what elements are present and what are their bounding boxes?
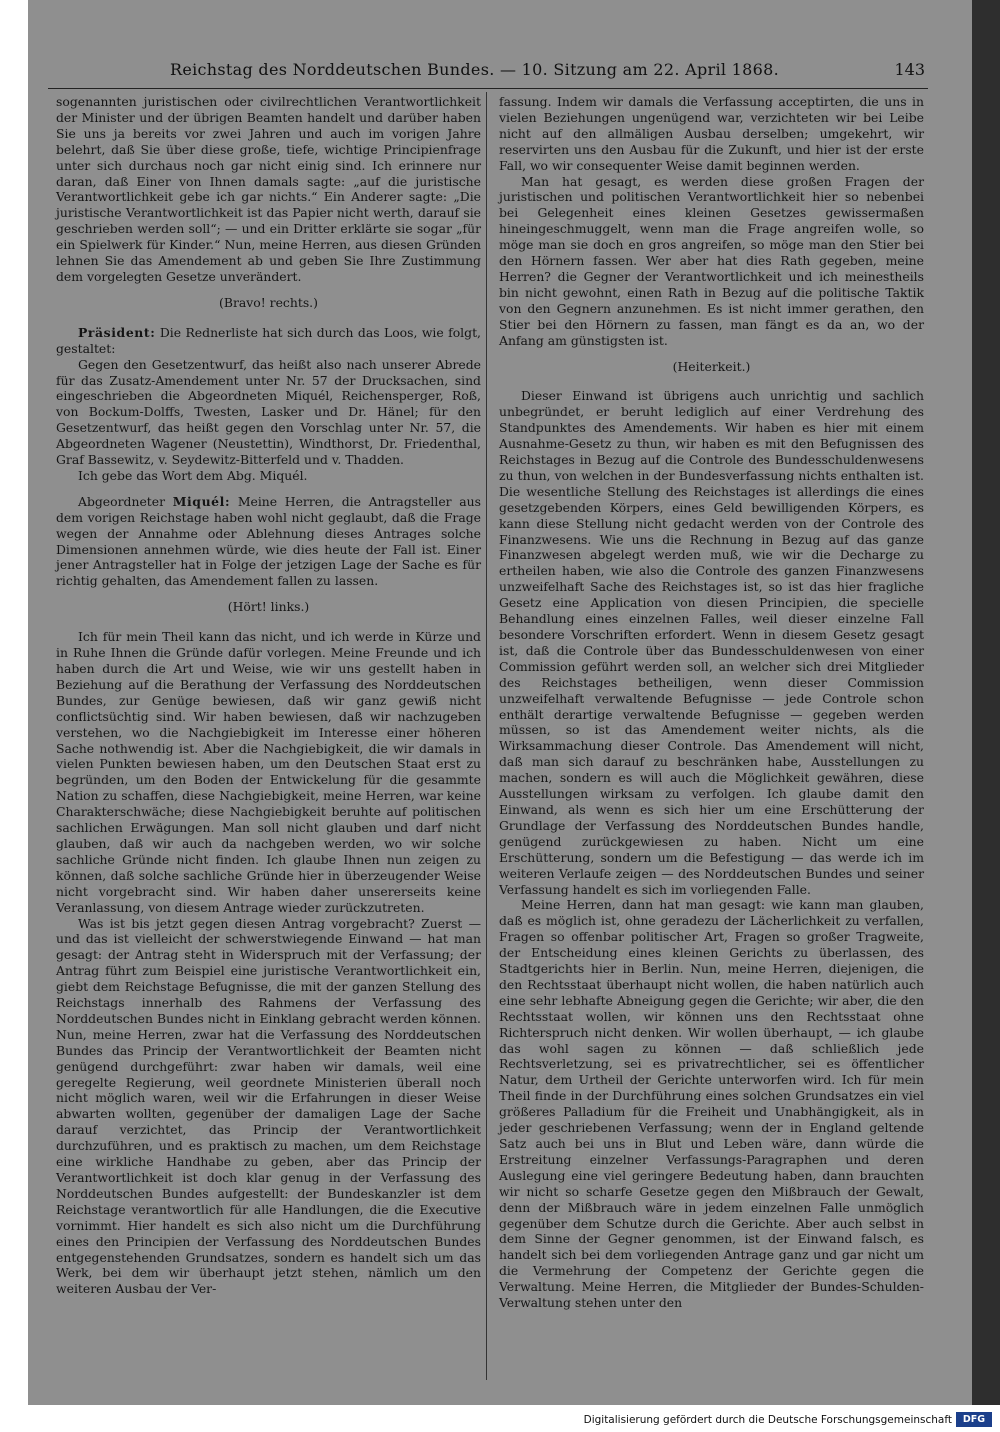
header-rule	[48, 88, 928, 89]
running-header	[150, 60, 925, 82]
right-column	[499, 94, 924, 1311]
paragraph-text: fassung. Indem wir damals die Verfassung acceptirten, die uns in vielen Beziehungen ungenügend war, verzichteten wir bei Leibe nicht auf den allmäligen Ausbau derselben; umgekehrt, wir reservirten uns den Ausbau für die Zukunft, und hier ist der erste Fall, wo wir consequenter Weise damit beginnen werden.	[499, 94, 924, 173]
funding-credit: Digitalisierung gefördert durch die Deutsche Forschungsgemeinschaft	[583, 1414, 952, 1426]
paragraph-text: Meine Herren, die Antragsteller aus dem vorigen Reichstage haben wohl nicht geglaubt, daß die Frage wegen der Annahme oder Ablehnung dieses Antrages solche Dimensionen annehmen würde, wie dies heute der Fall ist. Einer jener Antragsteller hat in Folge der jetzigen Lage der Sache es für richtig gehalten, das Amendement fallen zu lassen.	[56, 493, 481, 589]
paragraph-text: Ich gebe das Wort dem Abg. Miquél.	[78, 467, 308, 483]
paragraph-text: Dieser Einwand ist übrigens auch unrichtig und sachlich unbegründet, er beruht lediglich auf einer Verdrehung des Standpunktes des Amendements. Wir haben es hier mit einem Ausnahme-Gesetz zu thun, wir haben es mit den Befugnissen des Reichstages in Bezug auf die Controle des Bundesschuldenwesens zu thun, von welchen in der Bundesverfassung nichts enthalten ist. Die wesentliche Stellung des Reichstages ist allerdings die eines gesetzgebenden Körpers, eines Geld bewilligenden Körpers, es kann diese Stellung nicht gedacht werden von der Controle des Finanzwesens. Wie uns die Rechnung in Bezug auf das ganze Finanzwesen abgelegt werden muß, wie wir die Decharge zu ertheilen haben, wie also die Controle des ganzen Finanzwesens unzweifelhaft Sache des Reichstages ist, so ist das hier fragliche Gesetz eine Application von diesen Principien, die specielle Behandlung eines einzelnen Falles, weil dieser einzelne Fall besondere Vorschriften erfordert. Wenn in diesem Gesetz gesagt ist, daß die Controle über das Bundesschuldenwesen von einer Commission geführt werden soll, an welcher sich drei Mitglieder des Reichstages betheiligen, wenn dieser Commission unzweifelhaft verwaltende Befugnisse — jede Controle schon enthält derartige verwaltende Befugnisse — gegeben werden müssen, so ist das Amendement weiter nichts, als die Wirksammachung dieser Controle. Das Amendement will nicht, daß man sich darauf zu beschränken habe, Ausstellungen zu machen, sondern es will auch die Möglichkeit gewähren, diese Ausstellungen wirksam zu verfolgen. Ich glaube damit den Einwand, als wenn es sich hier um eine Erschütterung der Grundlage der Verfassung des Norddeutschen Bundes handle, genügend zurückgewiesen zu haben. Nicht um eine Erschütterung, sondern um die Befestigung — das werde ich im weiteren Verlaufe zeigen — des Norddeutschen Bundes und seiner Verfassung handelt es sich im vorliegenden Falle.	[499, 388, 924, 897]
left-column	[56, 94, 481, 1297]
paragraph	[56, 468, 481, 484]
interjection	[499, 359, 924, 375]
paragraph-text: Ich für mein Theil kann das nicht, und ich werde in Kürze und in Ruhe Ihnen die Gründe dafür vorlegen. Meine Freunde und ich haben durch die Art und Weise, wie wir uns gestellt haben in Beziehung auf die Berathung der Verfassung des Norddeutschen Bundes, zur Genüge bewiesen, daß wir ganz gewiß nicht conflictsüchtig sind. Wir haben bewiesen, daß wir nachzugeben verstehen, wo die Nachgiebigkeit im Interesse einer höheren Sache nothwendig ist. Aber die Nachgiebigkeit, die wir damals in vielen Punkten bewiesen haben, um den Deutschen Staat erst zu begründen, um den Boden der Entwickelung für die gesammte Nation zu schaffen, diese Nachgiebigkeit, meine Herren, war keine Charakterschwäche; diese Nachgiebigkeit beruhte auf politischen sachlichen Erwägungen. Man soll nicht glauben und darf nicht glauben, daß wir auch da nachgeben werden, wo wir solche sachliche Gründe nicht finden. Ich glaube Ihnen nun zeigen zu können, daß solche sachliche Gründe hier in überzeugender Weise nicht vorgebracht sind. Wir haben daher unsererseits keine Veranlassung, von diesem Antrage wieder zurückzutreten.	[56, 629, 481, 915]
paragraph-text: Man hat gesagt, es werden diese großen Fragen der juristischen und politischen Verantwortlichkeit hier so nebenbei bei Gelegenheit eines kleinen Gesetzes gewissermaßen hineingeschmuggelt, wenn man die Frage angreifen wolle, so möge man sie doch en gros angreifen, so möge man den Stier bei den Hörnern fassen. Wer aber hat dies Rath gegeben, meine Herren? die Gegner der Verantwortlichkeit und ich meinestheils bin nicht gewohnt, einen Rath in Bezug auf die politische Taktik von den Gegnern anzunehmen. Es ist nicht immer gerathen, den Stier bei den Hörnern zu fassen, man fängt es da an, wo der Anfang am günstigsten ist.	[499, 173, 924, 348]
interjection-text: (Bravo! rechts.)	[219, 294, 318, 310]
paragraph-text: Gegen den Gesetzentwurf, das heißt also nach unserer Abrede für das Zusatz-Amendement unter Nr. 57 der Drucksachen, sind eingeschrieben die Abgeordneten Miquél, Reichensperger, Roß, von Bockum-Dolffs, Twesten, Lasker und Dr. Hänel; für den Gesetzentwurf, das heißt gegen den Vorschlag unter Nr. 57, die Abgeordneten Wagener (Neustettin), Windthorst, Dr. Friedenthal, Graf Bassewitz, v. Seydewitz-Bitterfeld und v. Thadden.	[56, 356, 481, 468]
interjection-text: (Hört! links.)	[227, 599, 310, 615]
paragraph	[56, 325, 481, 357]
paragraph	[499, 94, 924, 174]
scan-edge-bar	[972, 0, 1000, 1405]
paragraph-text: Meine Herren, dann hat man gesagt: wie kann man glauben, daß es möglich ist, ohne geradezu der Lächerlichkeit zu verfallen, Fragen so offenbar politischer Art, Fragen so großer Tragweite, der Entscheidung eines kleinen Gerichts zu überlassen, des Stadtgerichts hier in Berlin. Nun, meine Herren, diejenigen, die den Rechtsstaat überhaupt nicht wollen, die haben natürlich auch eine sehr lebhafte Abneigung gegen die Gerichte; wir aber, die den Rechtsstaat wollen, wir können uns den Rechtsstaat ohne Richterspruch nicht denken. Wir wollen überhaupt, — ich glaube das wohl sagen zu können — daß schließlich jede Rechtsverletzung, sei es privatrechtlicher, sei es öffentlicher Natur, dem Urtheil der Gerichte unterworfen wird. Ich für mein Theil finde in der Durchführung eines solchen Grundsatzes ein viel größeres Palladium für die Freiheit und Unabhängigkeit, als in jeder geschriebenen Verfassung; wenn der in England geltende Satz auch bei uns in Blut und Leben wäre, dann würde die Erstreitung einzelner Verfassungs-Paragraphen und deren Auslegung eine viel geringere Bedeutung haben, dann brauchten wir nicht so scharfe Gesetze gegen den Mißbrauch der Gewalt, denn der Mißbrauch wäre in jedem einzelnen Falle unmöglich gegenüber dem Schutze durch die Gerichte. Aber auch selbst in dem Sinne der Gegner genommen, ist der Einwand falsch, es handelt sich bei dem vorliegenden Antrage ganz und gar nicht um die Vermehrung der Competenz der Gerichte gegen die Verwaltung. Meine Herren, die Mitglieder der Bundes-Schulden-Verwaltung stehen unter den	[499, 897, 924, 1311]
speaker-name: Präsident:	[78, 324, 156, 340]
paragraph-text: Die Rednerliste hat sich durch das Loos, wie folgt, gestaltet:	[56, 324, 481, 356]
paragraph-gap	[56, 484, 481, 494]
paragraph	[499, 174, 924, 349]
paragraph	[56, 357, 481, 468]
column-divider	[486, 92, 487, 1380]
speaker-name: Miquél:	[172, 493, 231, 509]
footer	[0, 1410, 1000, 1430]
speaker-prefix: Abgeordneter	[78, 493, 173, 509]
dfg-logo: DFG	[956, 1412, 992, 1427]
page-number: 143	[894, 60, 925, 79]
interjection	[56, 295, 481, 311]
paragraph-text: sogenannten juristischen oder civilrechtlichen Verantwortlichkeit der Minister und der übrigen Beamten handelt und darüber haben Sie uns ja bereits vor zwei Jahren und auch im vorigen Jahre belehrt, daß Sie über diese große, tiefe, wichtige Principienfrage unter sich durchaus noch gar nicht einig sind. Ich erinnere nur daran, daß Einer von Ihnen damals sagte: „auf die juristische Verantwortlichkeit gebe ich gar nichts.“ Ein Anderer sagte: „Die juristische Verantwortlichkeit ist das Papier nicht werth, darauf sie geschrieben werden soll“; — und ein Dritter erklärte sie sogar „für ein Spielwerk für Kinder.“ Nun, meine Herren, aus diesen Gründen lehnen Sie das Amendement ab und geben Sie Ihre Zustimmung dem vorgelegten Gesetze unverändert.	[56, 94, 481, 284]
paragraph	[56, 94, 481, 285]
paragraph	[56, 494, 481, 589]
paragraph	[499, 388, 924, 897]
interjection	[56, 599, 481, 615]
paragraph	[56, 629, 481, 915]
interjection-text: (Heiterkeit.)	[672, 358, 751, 374]
header-title: Reichstag des Norddeutschen Bundes. — 10. Sitzung am 22. April 1868.	[170, 60, 779, 79]
paragraph	[56, 916, 481, 1298]
paragraph-text: Was ist bis jetzt gegen diesen Antrag vorgebracht? Zuerst — und das ist vielleicht der schwerstwiegende Einwand — hat man gesagt: der Antrag steht in Widerspruch mit der Verfassung; der Antrag führt zum Beispiel eine juristische Verantwortlichkeit ein, giebt dem Reichstage Befugnisse, die mit der ganzen Stellung des Reichstags innerhalb des Rahmens der Verfassung des Norddeutschen Bundes nicht in Einklang gebracht werden können. Nun, meine Herren, zwar hat die Verfassung des Norddeutschen Bundes das Princip der Verantwortlichkeit der Beamten nicht genügend durchgeführt: zwar haben wir damals, weil eine geregelte Regierung, weil geordnete Ministerien überall noch nicht möglich waren, weil wir die Erfahrungen in dieser Weise abwarten wollten, gegenüber der damaligen Lage der Sache darauf verzichtet, das Princip der Verantwortlichkeit durchzuführen, und es praktisch zu machen, um dem Reichstage eine wirkliche Handhabe zu geben, aber das Princip der Verantwortlichkeit ist doch klar genug in der Verfassung des Norddeutschen Bundes aufgestellt: der Bundeskanzler ist dem Reichstage verantwortlich für alle Handlungen, die die Executive vornimmt. Hier handelt es sich also nicht um die Durchführung eines den Principien der Verfassung des Norddeutschen Bundes entgegenstehenden Grundsatzes, sondern es handelt sich um das Werk, bei dem wir überhaupt jetzt stehen, nämlich um den weiteren Ausbau der Ver-	[56, 915, 481, 1297]
paragraph	[499, 897, 924, 1311]
